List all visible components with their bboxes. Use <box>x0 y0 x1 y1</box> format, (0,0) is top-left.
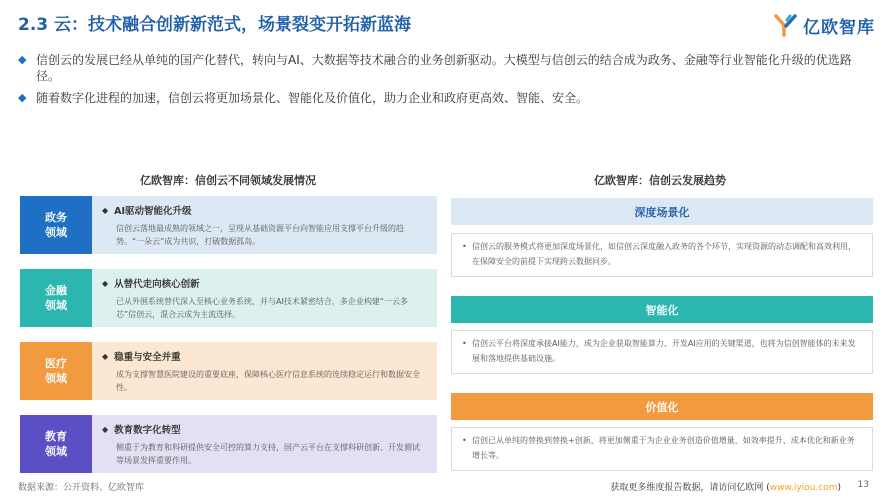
domain-heading-text: 从替代走向核心创新 <box>114 279 200 290</box>
domain-body <box>92 415 437 473</box>
domain-text: 已从外围系统替代深入至核心业务系统，并与AI技术紧密结合，多企业构建“一云多芯”信创云，混合云成为主流选择。 <box>116 297 408 319</box>
bullet-text: 随着数字化进程的加速，信创云将更加场景化、智能化及价值化，助力企业和政府更高效、智能、安全。 <box>36 91 589 105</box>
footer-link-suffix: ) <box>837 483 841 493</box>
logo <box>773 12 875 38</box>
domain-text: 成为支撑智慧医院建设的重要底座，保障核心医疗信息系统的连续稳定运行和数据安全性。 <box>116 370 420 392</box>
domain-heading-text: 稳重与安全并重 <box>114 352 181 363</box>
domain-heading <box>102 276 427 290</box>
footer-source: 数据来源：公开资料、亿欧智库 <box>18 483 145 493</box>
diamond-bullet-icon: ◆ <box>102 205 109 215</box>
trend-heading-value: 价值化 <box>451 393 873 420</box>
diamond-bullet-icon: ◆ <box>18 91 27 104</box>
diamond-bullet-icon: ◆ <box>102 351 109 361</box>
bullet-item <box>18 52 873 84</box>
domain-label: 医疗 领域 <box>20 342 92 400</box>
domain-label: 金融 领域 <box>20 269 92 327</box>
bullet-item <box>18 90 873 106</box>
domain-heading <box>102 349 427 363</box>
trend-text: 信创云的服务模式将更加深度场景化，如信创云深度融入政务的各个环节，实现资源的动态调配和高效利用，在保障安全的前提下实现跨云数据同步。 <box>472 242 856 266</box>
domain-row-medical <box>20 342 437 400</box>
domain-heading <box>102 422 427 436</box>
right-section-title: 亿欧智库：信创云发展趋势 <box>594 174 726 187</box>
dot-bullet-icon: • <box>462 339 467 348</box>
trend-heading-scenario: 深度场景化 <box>451 198 873 225</box>
dot-bullet-icon: • <box>462 436 467 445</box>
domain-row-education <box>20 415 437 473</box>
bullet-text: 信创云的发展已经从单纯的国产化替代，转向与AI、大数据等技术融合的业务创新驱动。大模型与信创云的结合成为政务、金融等行业智能化升级的优选路径。 <box>36 53 852 83</box>
logo-text: 亿欧智库 <box>803 17 875 38</box>
domain-text: 信创云落地最成熟的领域之一，呈现从基础资源平台向智能应用支撑平台升级的趋势。“一朵云”成为共识，打破数据孤岛。 <box>116 224 404 246</box>
dot-bullet-icon: • <box>462 242 467 251</box>
domain-body <box>92 196 437 254</box>
page-number: 13 <box>857 480 869 490</box>
left-section-title: 亿欧智库：信创云不同领域发展情况 <box>140 174 316 187</box>
trend-body-value <box>451 427 873 471</box>
domain-label: 政务 领域 <box>20 196 92 254</box>
diamond-bullet-icon: ◆ <box>102 278 109 288</box>
footer-link-prefix: 获取更多维度报告数据，请访问亿欧网 ( <box>610 483 770 493</box>
page-title: 2.3 云：技术融合创新新范式，场景裂变开拓新蓝海 <box>18 15 412 35</box>
trend-body-scenario <box>451 233 873 277</box>
trend-text: 信创已从单纯的替换到替换+创新，将更加侧重于为企业业务创造价值增量，如效率提升、成本优化和新业务增长等。 <box>472 436 855 460</box>
diamond-bullet-icon: ◆ <box>102 424 109 434</box>
diamond-bullet-icon: ◆ <box>18 53 27 66</box>
domain-heading <box>102 203 427 217</box>
footer-website-link[interactable]: www.iyiou.com <box>769 483 838 493</box>
domain-label: 教育 领域 <box>20 415 92 473</box>
footer-link-line <box>610 480 841 493</box>
domain-row-finance <box>20 269 437 327</box>
domain-text: 侧重于为教育和科研提供安全可控的算力支持，国产云平台在支撑科研创新、开发测试等场景发挥重要作用。 <box>116 443 420 465</box>
intro-bullets <box>18 52 873 112</box>
trend-heading-intelligent: 智能化 <box>451 296 873 323</box>
domain-body <box>92 269 437 327</box>
domain-body <box>92 342 437 400</box>
trend-text: 信创云平台将深度承接AI能力，成为企业获取智能算力、开发AI应用的关键渠道，也将为信创智能体的未来发展和落地提供基础设施。 <box>472 339 856 363</box>
domain-heading-text: 教育数字化转型 <box>114 425 181 436</box>
domain-row-government <box>20 196 437 254</box>
domain-heading-text: AI驱动智能化升级 <box>114 206 192 217</box>
trend-body-intelligent <box>451 330 873 374</box>
yiou-logo-icon <box>773 12 799 38</box>
